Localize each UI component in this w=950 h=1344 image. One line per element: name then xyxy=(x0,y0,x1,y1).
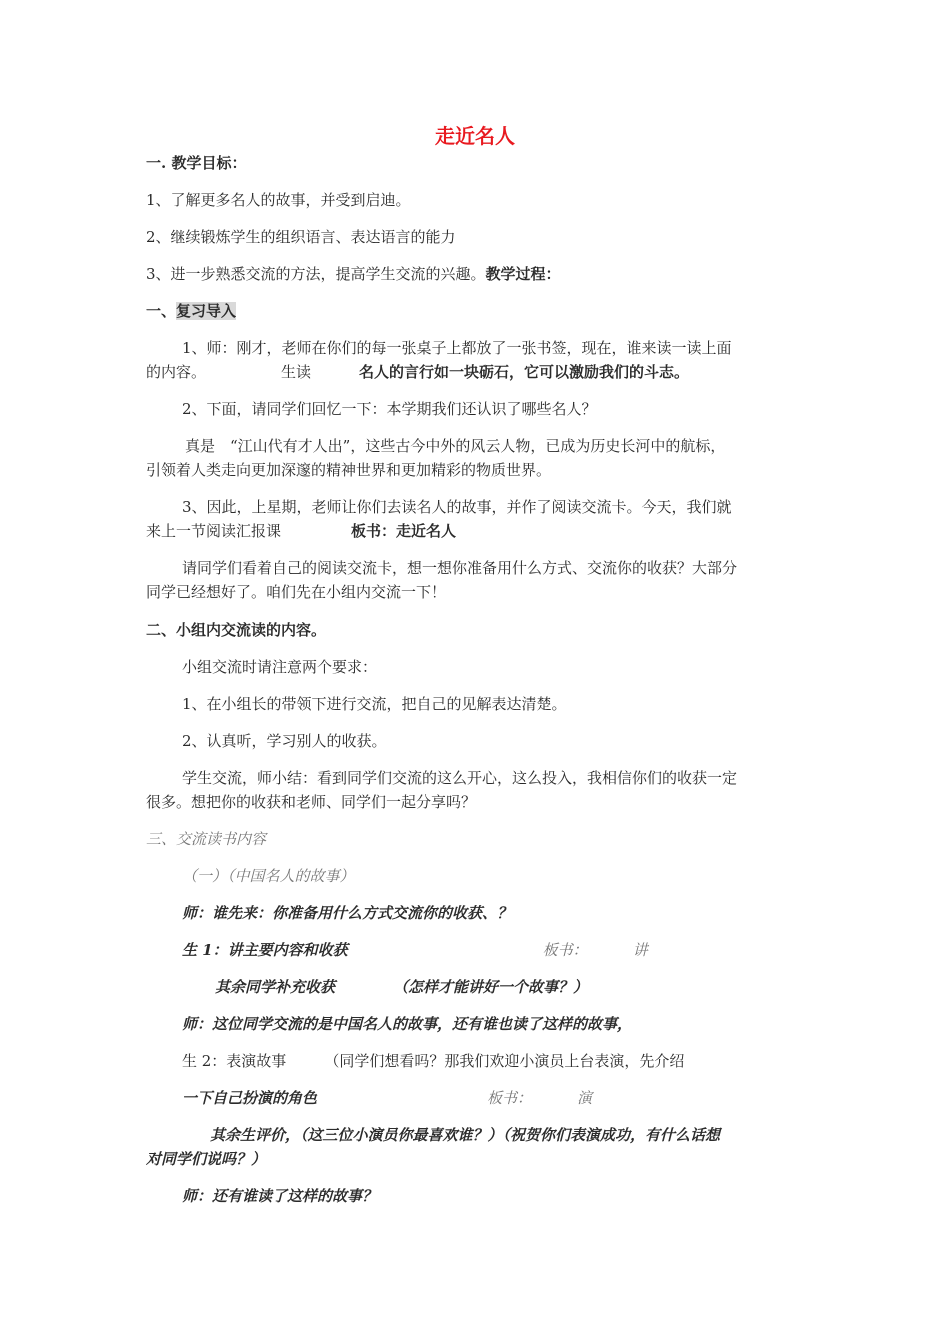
goal-2: 2、继续锻炼学生的组织语言、表达语言的能力 xyxy=(146,228,456,246)
para-3-line-1: 真是 “江山代有才人出”，这些古今中外的风云人物，已成为历史长河中的航标， xyxy=(185,437,726,455)
teacher-line-3: 师：还有谁读了这样的故事？ xyxy=(182,1187,378,1205)
evaluation-line-2: 对同学们说吗？） xyxy=(146,1150,267,1168)
goal-1: 1、了解更多名人的故事，并受到启迪。 xyxy=(146,191,411,209)
teacher-line-1: 师：谁先来：你准备用什么方式交流你的收获、？ xyxy=(182,904,513,922)
evaluation-line-1: 其余生评价，（这三位小演员你最喜欢谁？）（祝贺你们表演成功，有什么话想 xyxy=(210,1126,721,1144)
board-note-title: 板书：走近名人 xyxy=(351,522,457,540)
part-1-heading: 一、复习导入 xyxy=(146,302,237,320)
para-3-line-2: 引领着人类走向更加深邃的精神世界和更加精彩的物质世界。 xyxy=(146,461,552,479)
para-4-line-1: 3、因此，上星期，老师让你们去读名人的故事，并作了阅读交流卡。今天，我们就 xyxy=(182,498,732,516)
summary-line-1: 学生交流，师小结：看到同学们交流的这么开心，这么投入，我相信你们的收获一定 xyxy=(182,769,738,787)
req-2: 2、认真听，学习别人的收获。 xyxy=(182,732,387,750)
req-1: 1、在小组长的带领下进行交流，把自己的见解表达清楚。 xyxy=(182,695,567,713)
part-1-title: 复习导入 xyxy=(176,302,237,320)
teacher-line-2: 师：这位同学交流的是中国名人的故事，还有谁也读了这样的故事， xyxy=(182,1015,633,1033)
part-3-heading: 三、交流读书内容 xyxy=(146,830,267,848)
quote-text: 名人的言行如一块砺石，它可以激励我们的斗志。 xyxy=(359,363,690,381)
part-2-heading: 二、小组内交流读的内容。 xyxy=(146,621,327,639)
para-2: 2、下面，请同学们回忆一下：本学期我们还认识了哪些名人？ xyxy=(182,400,597,418)
doc-title: 走近名人 xyxy=(435,124,515,148)
para-4-line-2: 来上一节阅读汇报课 板书：走近名人 xyxy=(146,522,457,540)
para-1-line-2: 的内容。 生读 名人的言行如一块砺石，它可以激励我们的斗志。 xyxy=(146,363,690,381)
student-1-line: 生 1：讲主要内容和收获 板书： 讲 xyxy=(182,941,648,959)
summary-line-2: 很多。想把你的收获和老师、同学们一起分享吗？ xyxy=(146,793,477,811)
req-intro: 小组交流时请注意两个要求： xyxy=(182,658,378,676)
para-5-line-1: 请同学们看着自己的阅读交流卡，想一想你准备用什么方式、交流你的收获？大部分 xyxy=(182,559,738,577)
para-1-line-1: 1、师：刚才，老师在你们的每一张桌子上都放了一张书签，现在，谁来读一读上面 xyxy=(182,339,732,357)
process-heading: 教学过程： xyxy=(485,265,561,283)
role-intro-line: 一下自己扮演的角色 板书： 演 xyxy=(182,1089,593,1107)
section-heading-goals: 一. 教学目标： xyxy=(146,154,247,172)
para-5-line-2: 同学已经想好了。咱们先在小组内交流一下！ xyxy=(146,583,447,601)
supplement-line: 其余同学补充收获 （怎样才能讲好一个故事？） xyxy=(215,978,589,996)
sub-heading-1: （一）（中国名人的故事） xyxy=(182,867,355,885)
student-2-line: 生 2：表演故事 （同学们想看吗？那我们欢迎小演员上台表演，先介绍 xyxy=(182,1052,685,1070)
goal-3: 3、进一步熟悉交流的方法，提高学生交流的兴趣。教学过程： xyxy=(146,265,561,283)
